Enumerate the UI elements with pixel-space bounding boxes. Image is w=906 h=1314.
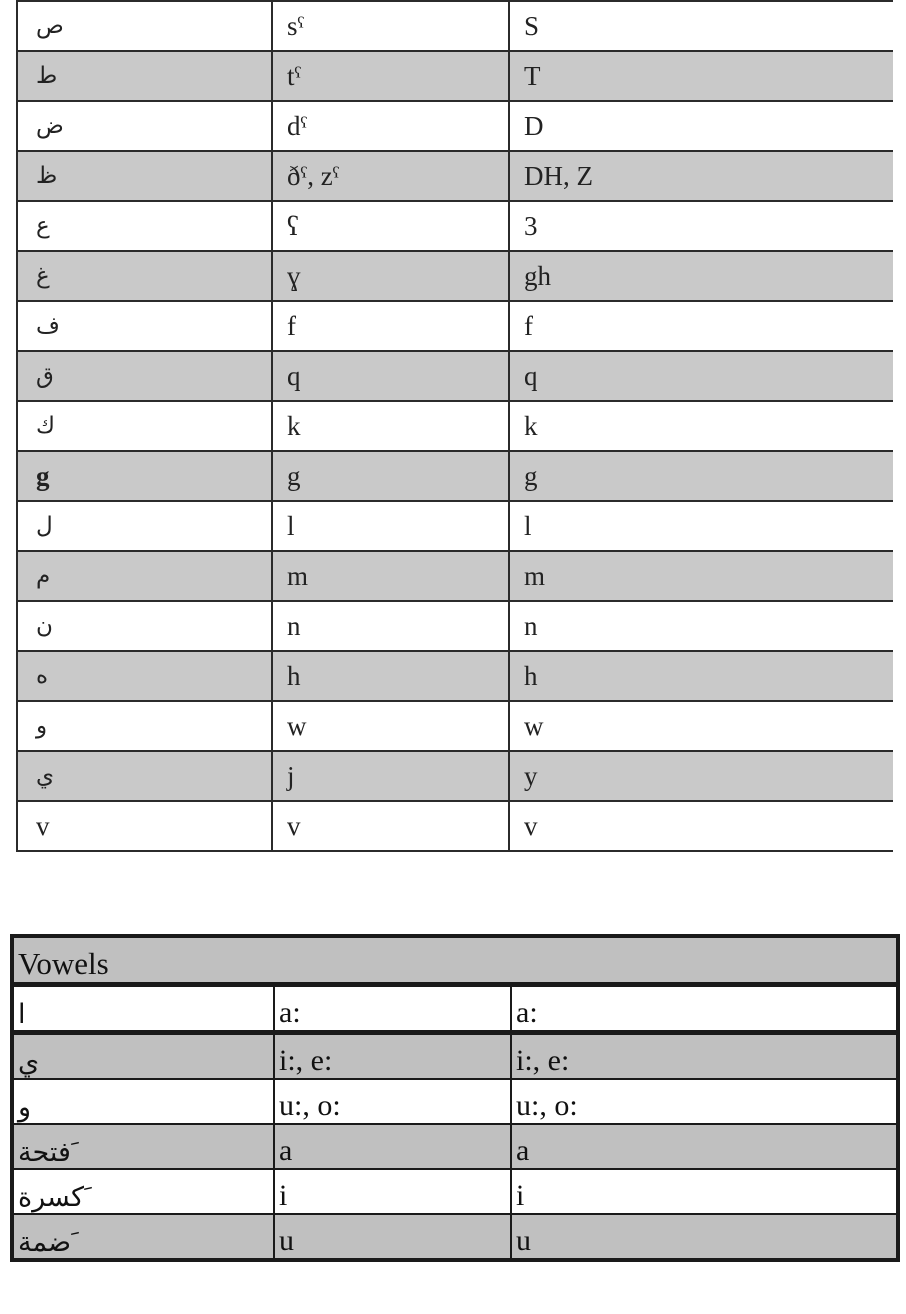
ipa-symbol: a [274, 1124, 511, 1169]
table-row [17, 651, 893, 701]
latin-transliteration: h [509, 651, 893, 701]
ipa-symbol: ɣ [272, 251, 509, 301]
table-row [13, 1214, 897, 1259]
table-row [17, 551, 893, 601]
arabic-letter: ص [17, 1, 272, 51]
ipa-symbol: h [272, 651, 509, 701]
ipa-symbol: tˤ [272, 51, 509, 101]
table-row [17, 251, 893, 301]
table-row [13, 986, 897, 1034]
arabic-letter: ن [17, 601, 272, 651]
arabic-letter: ق [17, 351, 272, 401]
latin-transliteration: 3 [509, 201, 893, 251]
arabic-vowel: ا [13, 986, 274, 1034]
arabic-letter: v [17, 801, 272, 851]
latin-transliteration: T [509, 51, 893, 101]
table-row [17, 351, 893, 401]
latin-transliteration: S [509, 1, 893, 51]
ipa-symbol: u:, o: [274, 1079, 511, 1124]
table-row [13, 1034, 897, 1079]
latin-transliteration: a: [511, 986, 897, 1034]
arabic-letter: ع [17, 201, 272, 251]
ipa-symbol: q [272, 351, 509, 401]
arabic-letter: ض [17, 101, 272, 151]
latin-transliteration: i:, e: [511, 1034, 897, 1079]
arabic-letter: ل [17, 501, 272, 551]
table-row [17, 51, 893, 101]
ipa-symbol: ðˤ, zˤ [272, 151, 509, 201]
arabic-letter: ط [17, 51, 272, 101]
table-row [17, 501, 893, 551]
latin-transliteration: y [509, 751, 893, 801]
arabic-letter: ف [17, 301, 272, 351]
arabic-letter: ه [17, 651, 272, 701]
latin-transliteration: g [509, 451, 893, 501]
arabic-letter: g [17, 451, 272, 501]
table-row [17, 401, 893, 451]
table-header-row [13, 937, 897, 986]
arabic-vowel: فتحة َ [13, 1124, 274, 1169]
ipa-symbol: j [272, 751, 509, 801]
table-row [17, 101, 893, 151]
table-row [17, 701, 893, 751]
ipa-symbol: m [272, 551, 509, 601]
latin-transliteration: m [509, 551, 893, 601]
ipa-symbol: f [272, 301, 509, 351]
latin-transliteration: u:, o: [511, 1079, 897, 1124]
arabic-vowel: ضمة َ [13, 1214, 274, 1259]
consonant-table [16, 0, 893, 852]
table-row [17, 801, 893, 851]
latin-transliteration: l [509, 501, 893, 551]
arabic-letter: ي [17, 751, 272, 801]
ipa-symbol: k [272, 401, 509, 451]
latin-transliteration: f [509, 301, 893, 351]
table-row [17, 151, 893, 201]
arabic-letter: غ [17, 251, 272, 301]
ipa-symbol: sˤ [272, 1, 509, 51]
arabic-vowel: ي [13, 1034, 274, 1079]
ipa-symbol: a: [274, 986, 511, 1034]
table-row [13, 1169, 897, 1214]
arabic-vowel: و [13, 1079, 274, 1124]
ipa-symbol: i [274, 1169, 511, 1214]
ipa-symbol: v [272, 801, 509, 851]
latin-transliteration: a [511, 1124, 897, 1169]
arabic-letter: ظ [17, 151, 272, 201]
table-row [17, 1, 893, 51]
arabic-letter: و [17, 701, 272, 751]
ipa-symbol: l [272, 501, 509, 551]
arabic-letter: ك [17, 401, 272, 451]
latin-transliteration: n [509, 601, 893, 651]
latin-transliteration: D [509, 101, 893, 151]
latin-transliteration: k [509, 401, 893, 451]
vowels-heading: Vowels [13, 937, 897, 986]
ipa-symbol: dˤ [272, 101, 509, 151]
ipa-symbol: n [272, 601, 509, 651]
latin-transliteration: w [509, 701, 893, 751]
ipa-symbol: u [274, 1214, 511, 1259]
table-row [17, 601, 893, 651]
arabic-letter: م [17, 551, 272, 601]
latin-transliteration: u [511, 1214, 897, 1259]
latin-transliteration: v [509, 801, 893, 851]
latin-transliteration: i [511, 1169, 897, 1214]
arabic-vowel: كسرة َ [13, 1169, 274, 1214]
latin-transliteration: q [509, 351, 893, 401]
table-row [13, 1079, 897, 1124]
ipa-symbol: w [272, 701, 509, 751]
table-row [17, 451, 893, 501]
table-row [13, 1124, 897, 1169]
latin-transliteration: gh [509, 251, 893, 301]
table-row [17, 201, 893, 251]
ipa-symbol: i:, e: [274, 1034, 511, 1079]
ipa-symbol: g [272, 451, 509, 501]
table-row [17, 301, 893, 351]
table-row [17, 751, 893, 801]
ipa-symbol: ʕ [272, 201, 509, 251]
vowel-table [10, 934, 900, 1262]
latin-transliteration: DH, Z [509, 151, 893, 201]
